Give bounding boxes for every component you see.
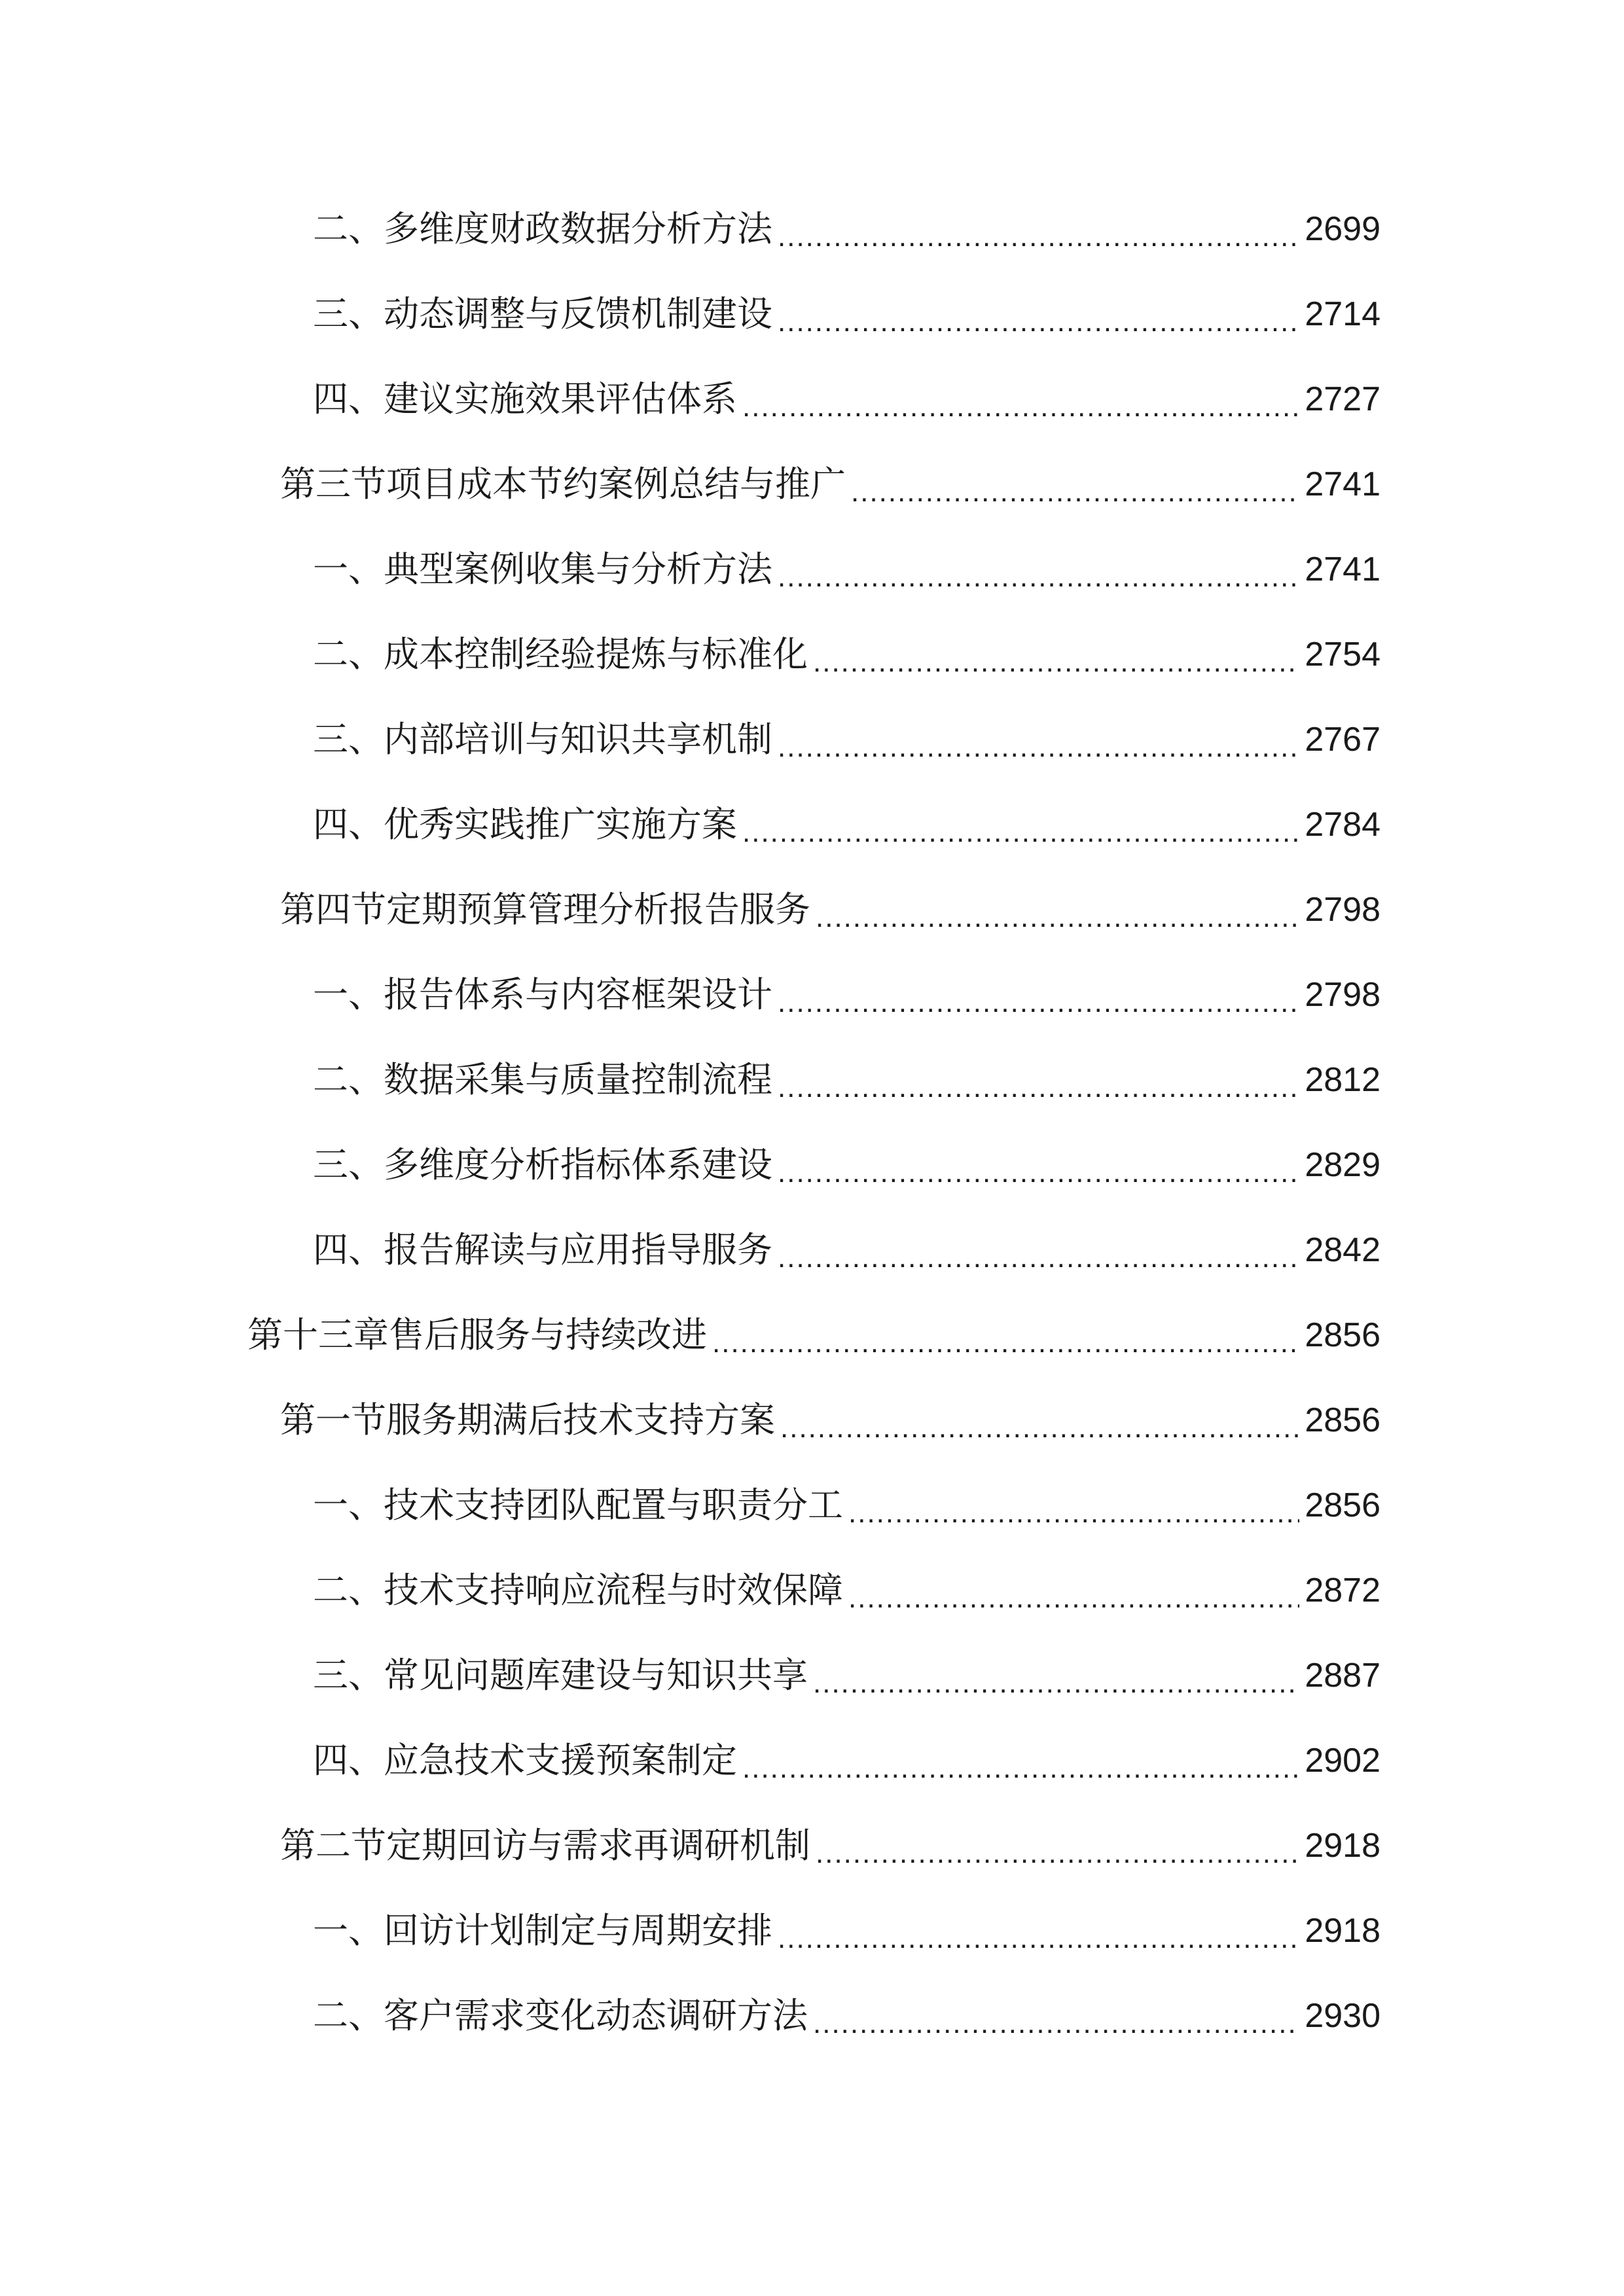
toc-entry-title: 二、技术支持响应流程与时效保障: [313, 1570, 843, 1611]
toc-entry[interactable]: [313, 537, 1380, 602]
toc-page-number: 2856: [1305, 1401, 1380, 1439]
toc-dot-leader: [742, 393, 1299, 422]
toc-entry[interactable]: [313, 1983, 1380, 2049]
toc-entry[interactable]: [313, 962, 1380, 1028]
toc-dot-leader: [778, 223, 1299, 251]
toc-dot-leader: [778, 308, 1299, 336]
toc-entry[interactable]: [313, 1728, 1380, 1793]
toc-entry[interactable]: [313, 1217, 1380, 1283]
toc-entry-title: 三、常见问题库建设与知识共享: [313, 1655, 808, 1696]
toc-page-number: 2918: [1305, 1912, 1380, 1950]
toc-dot-leader: [816, 1839, 1299, 1868]
toc-entry[interactable]: [313, 281, 1380, 347]
toc-dot-leader: [742, 818, 1299, 847]
toc-entry-title: 第四节定期预算管理分析报告服务: [280, 889, 810, 930]
toc-dot-leader: [778, 563, 1299, 592]
toc-entry-title: 三、内部培训与知识共享机制: [313, 719, 772, 760]
toc-entry[interactable]: [313, 707, 1380, 772]
toc-entry[interactable]: [280, 877, 1380, 942]
toc-entry-title: 一、报告体系与内容框架设计: [313, 974, 772, 1015]
toc-entry[interactable]: [280, 452, 1380, 517]
toc-dot-leader: [742, 1754, 1299, 1783]
toc-entry[interactable]: [313, 1473, 1380, 1538]
toc-dot-leader: [813, 1669, 1299, 1698]
toc-page-number: 2812: [1305, 1061, 1380, 1099]
toc-dot-leader: [813, 648, 1299, 677]
toc-dot-leader: [778, 733, 1299, 762]
toc-entry-title: 三、多维度分析指标体系建设: [313, 1144, 772, 1185]
toc-entry-title: 第三节项目成本节约案例总结与推广: [280, 463, 846, 505]
toc-page-number: 2727: [1305, 380, 1380, 418]
toc-page-number: 2930: [1305, 1997, 1380, 2035]
toc-entry[interactable]: [313, 1643, 1380, 1708]
toc-page-number: 2784: [1305, 806, 1380, 844]
toc-entry[interactable]: [313, 622, 1380, 687]
toc-page-number: 2856: [1305, 1316, 1380, 1354]
toc-page-number: 2741: [1305, 465, 1380, 503]
toc-entry-title: 一、回访计划制定与周期安排: [313, 1910, 772, 1951]
toc-entry-title: 二、客户需求变化动态调研方法: [313, 1995, 808, 2036]
toc-entry-title: 第一节服务期满后技术支持方案: [280, 1399, 775, 1441]
toc-dot-leader: [778, 988, 1299, 1017]
toc-entry[interactable]: [313, 1558, 1380, 1623]
toc-entry-title: 一、技术支持团队配置与职责分工: [313, 1484, 843, 1526]
toc-page-number: 2767: [1305, 721, 1380, 759]
toc-entry[interactable]: [280, 1813, 1380, 1878]
toc-dot-leader: [848, 1584, 1299, 1613]
toc-page-number: 2829: [1305, 1146, 1380, 1184]
toc-page-number: 2842: [1305, 1231, 1380, 1269]
toc-entry-title: 二、成本控制经验提炼与标准化: [313, 634, 808, 675]
toc-entry-title: 二、多维度财政数据分析方法: [313, 208, 772, 249]
toc-entry-title: 二、数据采集与质量控制流程: [313, 1059, 772, 1100]
toc-page-number: 2856: [1305, 1486, 1380, 1524]
toc-entry-title: 第十三章售后服务与持续改进: [247, 1314, 707, 1355]
toc-entry[interactable]: [313, 196, 1380, 262]
toc-dot-leader: [851, 478, 1299, 507]
toc-dot-leader: [778, 1158, 1299, 1187]
toc-page-number: 2918: [1305, 1827, 1380, 1865]
toc-dot-leader: [813, 2009, 1299, 2038]
toc-page-number: 2798: [1305, 976, 1380, 1014]
toc-page-number: 2902: [1305, 1742, 1380, 1780]
toc-entry-title: 一、典型案例收集与分析方法: [313, 548, 772, 590]
toc-dot-leader: [848, 1499, 1299, 1528]
toc-page-number: 2714: [1305, 295, 1380, 333]
toc-dot-leader: [778, 1244, 1299, 1272]
toc-entry-title: 三、动态调整与反馈机制建设: [313, 293, 772, 334]
toc-page-number: 2798: [1305, 891, 1380, 929]
toc-entry-title: 第二节定期回访与需求再调研机制: [280, 1825, 810, 1866]
toc-entry-title: 四、报告解读与应用指导服务: [313, 1229, 772, 1270]
toc-page-number: 2887: [1305, 1657, 1380, 1695]
toc-page-number: 2699: [1305, 210, 1380, 248]
toc-entry[interactable]: [280, 1388, 1380, 1453]
toc-page-number: 2741: [1305, 550, 1380, 588]
toc-entry[interactable]: [247, 1302, 1380, 1368]
toc-entry[interactable]: [313, 792, 1380, 857]
toc-dot-leader: [778, 1924, 1299, 1953]
toc-dot-leader: [816, 903, 1299, 932]
toc-page-number: 2754: [1305, 636, 1380, 673]
toc-page-number: 2872: [1305, 1571, 1380, 1609]
toc-entry[interactable]: [313, 1132, 1380, 1198]
toc-entry-title: 四、优秀实践推广实施方案: [313, 804, 737, 845]
toc-entry[interactable]: [313, 1047, 1380, 1113]
toc-entry-title: 四、应急技术支援预案制定: [313, 1740, 737, 1781]
toc-entry-title: 四、建议实施效果评估体系: [313, 378, 737, 420]
toc-dot-leader: [780, 1414, 1299, 1443]
toc-entry[interactable]: [313, 1898, 1380, 1964]
toc-entry[interactable]: [313, 367, 1380, 432]
toc-dot-leader: [712, 1329, 1299, 1357]
toc-dot-leader: [778, 1073, 1299, 1102]
